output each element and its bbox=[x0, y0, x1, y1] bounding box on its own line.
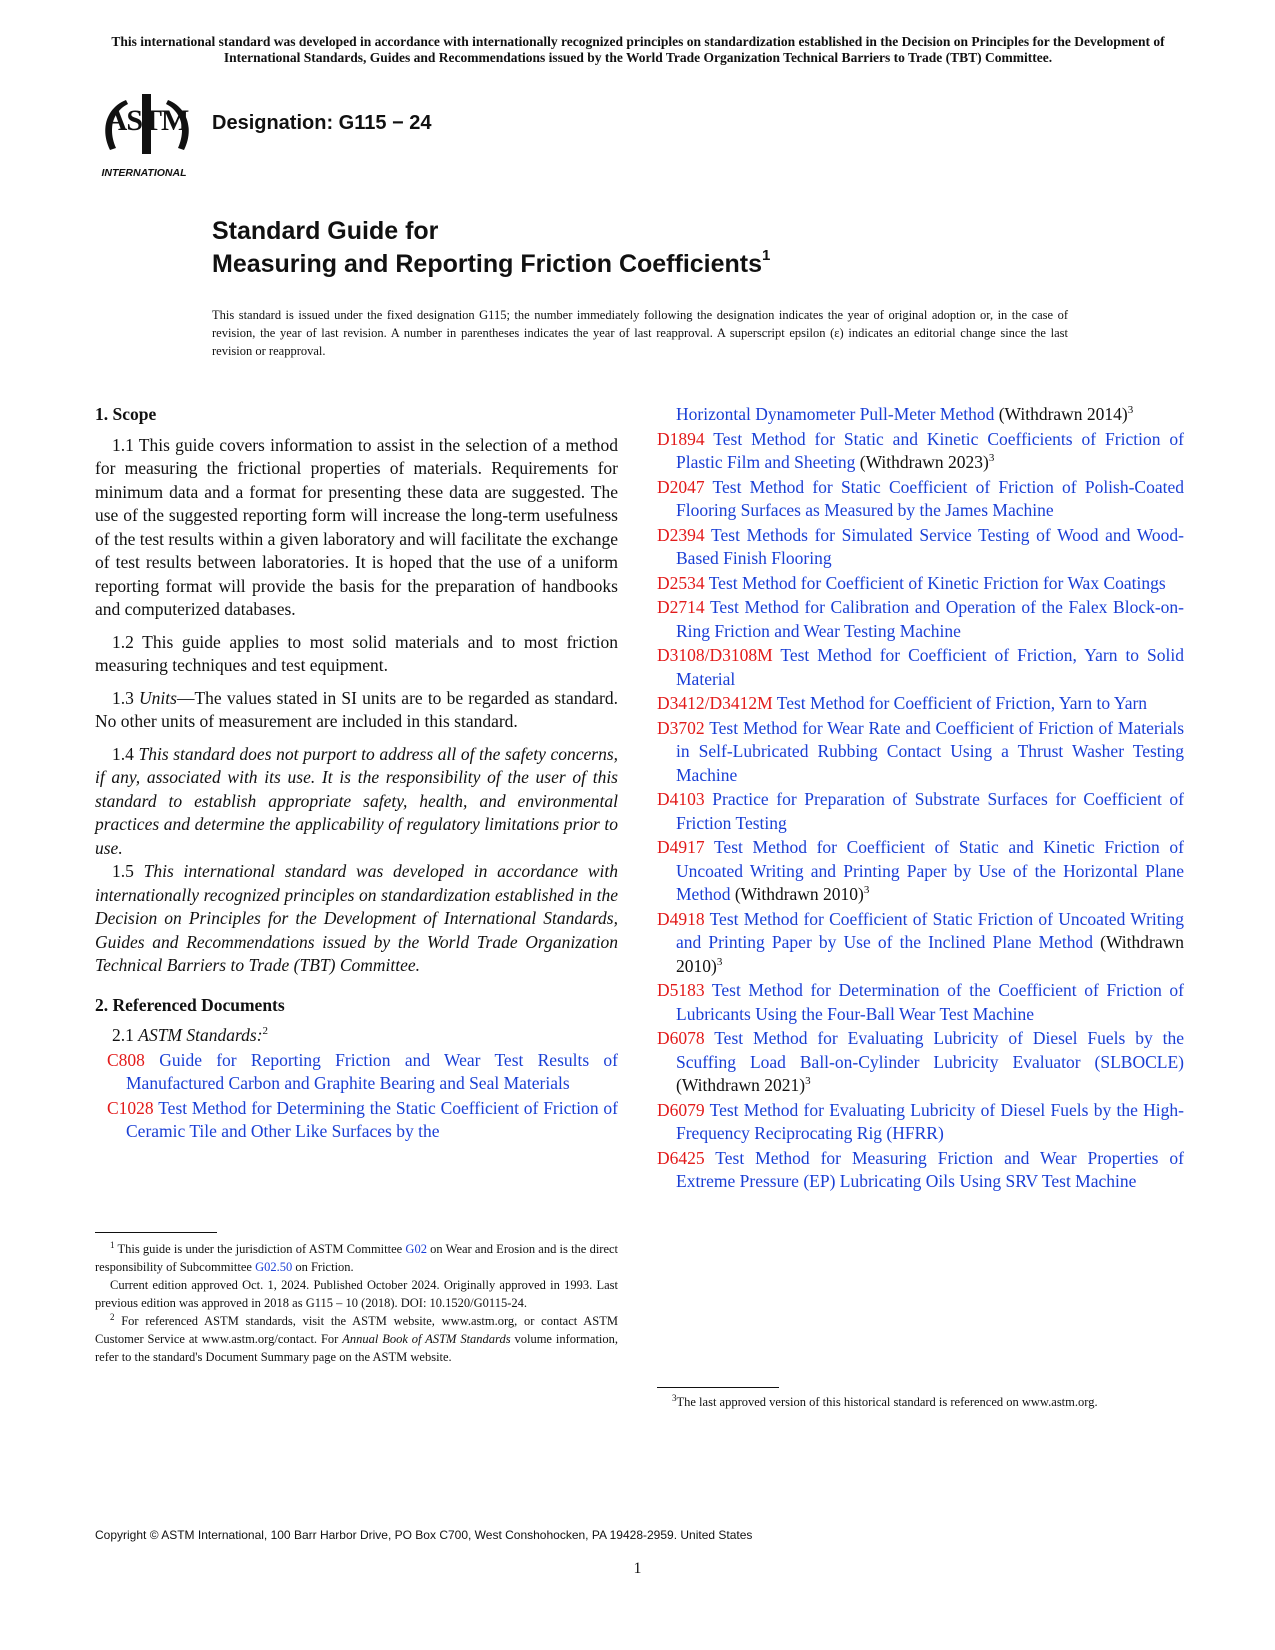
logo-text: ASTM bbox=[105, 104, 189, 137]
title-line-1: Standard Guide for bbox=[212, 217, 439, 245]
document-title bbox=[212, 215, 1112, 281]
ref-title-d3702[interactable]: Test Method for Wear Rate and Coefficient of Friction of Materials in Self-Lubricated Rubbing Contact Using a Thrust Washer Testing Machine bbox=[676, 717, 1185, 785]
footnote-1-edition: Current edition approved Oct. 1, 2024. Published October 2024. Originally approved in 1993. Last previous edition was approved in 2018 as G115 – 10 (2018). DOI: 10.1520/G0115-24. bbox=[95, 1278, 618, 1310]
left-column bbox=[95, 403, 618, 1145]
footnote-1-marker: 1 bbox=[110, 1240, 115, 1250]
ref-code-d3702[interactable]: D3702 bbox=[657, 717, 705, 738]
astm-logo bbox=[96, 90, 198, 180]
ref-status-d4917: (Withdrawn 2010) bbox=[734, 884, 864, 904]
ref-footnote-d4918[interactable]: 3 bbox=[716, 955, 723, 968]
scope-1-5-num: 1.5 bbox=[112, 861, 134, 881]
ref-d2534 bbox=[657, 572, 1184, 596]
ref-c1028-continued bbox=[657, 403, 1184, 427]
standard-note: This standard is issued under the fixed designation G115; the number immediately following the designation indicates the year of original adoption or, in the case of revision, the year of last revision. A number in parentheses indicates the year of last reapproval. A superscript epsilon (ε) indicates an editorial change since the last revision or reapproval. bbox=[212, 308, 1068, 358]
ref-d3702 bbox=[657, 717, 1184, 788]
scope-1-4-text: This standard does not purport to address all of the safety concerns, if any, associated with its use. It is the responsibility of the user of this standard to establish appropriate safety, health, and environmental practices and determine the applicability of regulatory limitations prior to use. bbox=[95, 743, 619, 858]
ref-d2394 bbox=[657, 524, 1184, 571]
refdocs-2-1-num: 2.1 bbox=[112, 1025, 134, 1045]
footnote-1 bbox=[95, 1240, 618, 1276]
ref-d3412 bbox=[657, 692, 1184, 716]
ref-title-d6078[interactable]: Test Method for Evaluating Lubricity of Diesel Fuels by the Scuffing Load Ball-on-Cylinder Lubricity Evaluator (SLBOCLE) bbox=[676, 1028, 1184, 1072]
scope-1-3 bbox=[95, 687, 618, 734]
ref-c808 bbox=[107, 1049, 618, 1096]
ref-code-d4103[interactable]: D4103 bbox=[657, 789, 705, 809]
right-column bbox=[657, 403, 1184, 1195]
footnote-divider-right bbox=[657, 1387, 779, 1388]
ref-code-d1894[interactable]: D1894 bbox=[657, 428, 705, 449]
footnote-divider-left bbox=[95, 1232, 217, 1233]
scope-1-3-label: Units bbox=[139, 687, 177, 708]
ref-d2047 bbox=[657, 476, 1184, 523]
ref-code-d4917[interactable]: D4917 bbox=[657, 837, 705, 857]
ref-title-c1028[interactable]: Test Method for Determining the Static Coefficient of Friction of Ceramic Tile and Other Like Surfaces by the bbox=[126, 1097, 619, 1141]
scope-heading: 1. Scope bbox=[95, 404, 157, 424]
title-line-2 bbox=[212, 248, 1112, 281]
ref-title-d2047[interactable]: Test Method for Static Coefficient of Friction of Polish-Coated Flooring Surfaces as Measured by the James Machine bbox=[676, 476, 1184, 520]
page-number: 1 bbox=[633, 1560, 642, 1577]
ref-footnote-d4917[interactable]: 3 bbox=[863, 884, 870, 896]
footnote-2-text-b: volume information, refer to the standard's Document Summary page on the ASTM website. bbox=[95, 1332, 619, 1364]
ref-title-d3108[interactable]: Test Method for Coefficient of Friction, Yarn to Solid Material bbox=[676, 645, 1185, 689]
title-footnote-ref[interactable]: 1 bbox=[762, 247, 771, 264]
ref-code-d3108[interactable]: D3108/D3108M bbox=[657, 645, 773, 665]
ref-title-d4103[interactable]: Practice for Preparation of Substrate Surfaces for Coefficient of Friction Testing bbox=[676, 789, 1185, 833]
ref-d3108 bbox=[657, 644, 1184, 691]
ref-title-d6079[interactable]: Test Method for Evaluating Lubricity of Diesel Fuels by the High-Frequency Reciprocating Rig (HFRR) bbox=[676, 1099, 1184, 1143]
footnote-1-text-b: on Wear and Erosion and is the direct responsibility of Subcommittee bbox=[95, 1242, 619, 1274]
ref-title-d5183[interactable]: Test Method for Determination of the Coefficient of Friction of Lubricants Using the Four-Ball Wear Test Machine bbox=[676, 980, 1184, 1024]
ref-status-d1894: (Withdrawn 2023) bbox=[859, 452, 989, 472]
ref-d4918 bbox=[657, 908, 1184, 979]
footnote-1-text-a: This guide is under the jurisdiction of ASTM Committee bbox=[117, 1242, 403, 1256]
ref-title-d4918[interactable]: Test Method for Coefficient of Static Friction of Uncoated Writing and Printing Paper by Use of the Inclined Plane Method bbox=[676, 908, 1184, 952]
ref-d2714 bbox=[657, 596, 1184, 643]
copyright: Copyright © ASTM International, 100 Barr Harbor Drive, PO Box C700, West Conshohocken, PA 19428-2959. United States bbox=[95, 1528, 753, 1542]
wto-notice: This international standard was developed in accordance with internationally recognized principles on standardization established in the Decision on Principles for the Development of International Standards, Guides and Recommendations issued by the World Trade Organization Technical Barriers to Trade (TBT) Committee. bbox=[111, 34, 1165, 65]
ref-code-d6078[interactable]: D6078 bbox=[657, 1028, 705, 1048]
ref-code-d4918[interactable]: D4918 bbox=[657, 908, 705, 929]
footnote-2-text-a: For referenced ASTM standards, visit the ASTM website, www.astm.org, or contact ASTM Customer Service at www.astm.org/contact. For bbox=[95, 1314, 619, 1346]
ref-code-c1028[interactable]: C1028 bbox=[107, 1097, 154, 1118]
scope-1-3-text: —The values stated in SI units are to be regarded as standard. No other units of measurement are included in this standard. bbox=[95, 687, 618, 731]
scope-1-1: 1.1 This guide covers information to assist in the selection of a method for measuring the frictional properties of materials. Requirements for minimum data and a format for presenting these data are suggested. The use of the suggested reporting form will increase the long-term usefulness of the test results within a given laboratory and will facilitate the exchange of test results between laboratories. It is hoped that the use of a uniform reporting format will provide the basis for the preparation of handbooks and computerized databases. bbox=[95, 434, 618, 619]
ref-title-d2394[interactable]: Test Methods for Simulated Service Testing of Wood and Wood-Based Finish Flooring bbox=[676, 524, 1185, 568]
ref-code-d2394[interactable]: D2394 bbox=[657, 524, 705, 545]
title-line-2-text: Measuring and Reporting Friction Coefficients bbox=[212, 250, 763, 278]
ref-code-c808[interactable]: C808 bbox=[107, 1049, 145, 1070]
footnote-1-text-c: on Friction. bbox=[295, 1260, 354, 1274]
scope-1-4 bbox=[95, 743, 618, 861]
scope-1-5-text: This international standard was developed in accordance with internationally recognized principles on standardization established in the Decision on Principles for the Development of International Standards, Guides and Recommendations issued by the World Trade Organization Technical Barriers to Trade (TBT) Committee. bbox=[95, 861, 619, 975]
footnote-2-italic: Annual Book of ASTM Standards bbox=[342, 1332, 511, 1346]
ref-code-d6425[interactable]: D6425 bbox=[657, 1147, 705, 1168]
footnote-3-text: The last approved version of this historical standard is referenced on www.astm.org. bbox=[676, 1395, 1098, 1409]
ref-code-d3412[interactable]: D3412/D3412M bbox=[657, 693, 773, 713]
ref-d1894 bbox=[657, 428, 1184, 475]
ref-title-d1894[interactable]: Test Method for Static and Kinetic Coefficients of Friction of Plastic Film and Sheeting bbox=[676, 428, 1184, 472]
ref-title-d2534[interactable]: Test Method for Coefficient of Kinetic Friction for Wax Coatings bbox=[708, 572, 1166, 593]
refdocs-heading: 2. Referenced Documents bbox=[95, 994, 285, 1015]
subcommittee-link[interactable]: G02.50 bbox=[255, 1260, 293, 1274]
ref-code-d6079[interactable]: D6079 bbox=[657, 1099, 705, 1120]
footnote-2-marker: 2 bbox=[110, 1312, 115, 1322]
footnote-3 bbox=[657, 1393, 1184, 1411]
ref-code-d2534[interactable]: D2534 bbox=[657, 572, 705, 593]
ref-status-c1028: (Withdrawn 2014) bbox=[998, 404, 1128, 424]
ref-title-c1028-cont[interactable]: Horizontal Dynamometer Pull-Meter Method bbox=[676, 404, 995, 424]
scope-1-3-num: 1.3 bbox=[112, 687, 134, 708]
ref-d4103 bbox=[657, 788, 1184, 835]
refdocs-2-1 bbox=[95, 1024, 618, 1048]
scope-1-2: 1.2 This guide applies to most solid materials and to most friction measuring techniques and test equipment. bbox=[95, 631, 618, 675]
footnote-3-marker: 3 bbox=[672, 1393, 677, 1403]
ref-d6078 bbox=[657, 1027, 1184, 1098]
committee-link[interactable]: G02 bbox=[405, 1242, 427, 1256]
ref-status-d4918: (Withdrawn 2010) bbox=[676, 932, 1185, 976]
ref-status-d6078: (Withdrawn 2021) bbox=[676, 1075, 806, 1095]
ref-title-d4917[interactable]: Test Method for Coefficient of Static and Kinetic Friction of Uncoated Writing and Printing Paper by Use of the Horizontal Plane Method bbox=[676, 837, 1185, 904]
scope-1-4-num: 1.4 bbox=[112, 743, 134, 764]
footnote-2 bbox=[95, 1312, 618, 1366]
ref-d6425 bbox=[657, 1147, 1184, 1194]
ref-footnote-d6078[interactable]: 3 bbox=[805, 1075, 811, 1087]
scope-1-5 bbox=[95, 860, 618, 978]
refdocs-2-1-label: ASTM Standards: bbox=[138, 1025, 263, 1045]
ref-title-d3412[interactable]: Test Method for Coefficient of Friction, Yarn to Yarn bbox=[776, 693, 1148, 713]
ref-title-d6425[interactable]: Test Method for Measuring Friction and Wear Properties of Extreme Pressure (EP) Lubricating Oils Using SRV Test Machine bbox=[676, 1147, 1184, 1191]
designation: Designation: G115 − 24 bbox=[212, 112, 432, 134]
ref-title-c808[interactable]: Guide for Reporting Friction and Wear Test Results of Manufactured Carbon and Graphite Bearing and Seal Materials bbox=[126, 1049, 618, 1093]
footnotes-right bbox=[657, 1393, 1184, 1411]
ref-d4917 bbox=[657, 836, 1184, 907]
ref-code-d2047[interactable]: D2047 bbox=[657, 476, 705, 497]
ref-title-d2714[interactable]: Test Method for Calibration and Operation of the Falex Block-on-Ring Friction and Wear Testing Machine bbox=[676, 597, 1185, 641]
ref-code-d5183[interactable]: D5183 bbox=[657, 980, 705, 1000]
ref-d6079 bbox=[657, 1099, 1184, 1146]
ref-footnote-c1028[interactable]: 3 bbox=[1127, 404, 1134, 416]
ref-code-d2714[interactable]: D2714 bbox=[657, 597, 705, 617]
ref-c1028 bbox=[107, 1097, 618, 1144]
refdocs-footnote-ref[interactable]: 2 bbox=[262, 1025, 269, 1037]
ref-d5183 bbox=[657, 979, 1184, 1026]
logo-subtext: INTERNATIONAL bbox=[101, 167, 187, 179]
footnotes-left bbox=[95, 1240, 618, 1366]
ref-footnote-d1894[interactable]: 3 bbox=[988, 452, 995, 464]
